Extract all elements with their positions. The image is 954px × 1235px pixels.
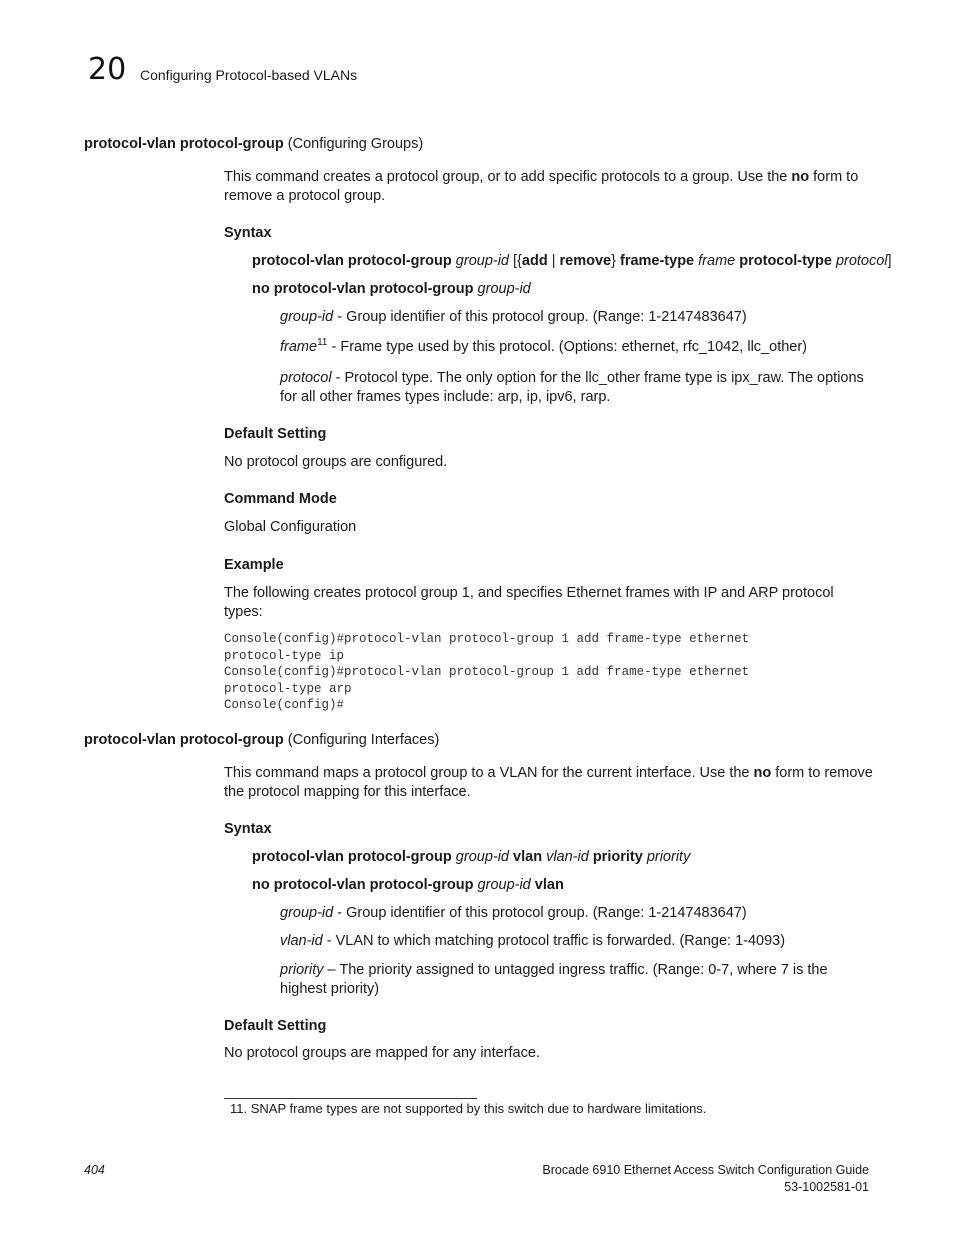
param-text: - Protocol type. The only option for the llc_other frame type is ipx_raw. The options for all other frames types include: arp, ip, ipv6, rarp.	[280, 370, 864, 405]
param-name: group-id	[280, 309, 334, 325]
param-text: - VLAN to which matching protocol traffic is forwarded. (Range: 1-4093)	[322, 933, 786, 949]
syntax-bracket: ]	[887, 253, 892, 269]
param-name: group-id	[280, 905, 334, 921]
param-name: vlan-id	[546, 849, 589, 865]
code-block: Console(config)#protocol-vlan protocol-group 1 add frame-type ethernet protocol-type ip Console(config)#protocol-vlan protocol-group 1 add frame-type ethernet protocol-type arp Console(config)#	[224, 632, 750, 712]
footnote-ref: 11	[317, 337, 328, 348]
page-number: 404	[84, 1163, 105, 1177]
param-description	[280, 905, 880, 921]
guide-title: Brocade 6910 Ethernet Access Switch Configuration Guide	[542, 1163, 869, 1177]
syntax-heading: Syntax	[224, 225, 272, 241]
default-heading: Default Setting	[224, 426, 327, 442]
syntax-heading: Syntax	[224, 821, 272, 837]
syntax-line-no	[252, 877, 564, 893]
doc-number: 53-1002581-01	[784, 1180, 869, 1194]
mode-text: Global Configuration	[224, 519, 357, 535]
default-heading: Default Setting	[224, 1018, 327, 1034]
command-name: protocol-vlan protocol-group	[252, 253, 452, 269]
param-description	[280, 933, 880, 949]
example-text: The following creates protocol group 1, and specifies Ethernet frames with IP and ARP protocol types:	[224, 585, 834, 620]
no-keyword: no	[753, 765, 772, 781]
param-name: group-id	[477, 877, 531, 893]
param-name: frame	[280, 338, 318, 355]
param-name: priority	[646, 849, 691, 865]
keyword: frame-type	[619, 253, 695, 269]
keyword: add	[521, 253, 548, 269]
keyword: vlan	[513, 849, 543, 865]
param-name: vlan-id	[280, 933, 323, 949]
section-heading-interfaces	[84, 732, 439, 748]
command-name: protocol-vlan protocol-group	[252, 849, 452, 865]
param-name: priority	[280, 962, 324, 978]
syntax-line-no	[252, 281, 531, 297]
syntax-line	[252, 849, 690, 865]
command-name: protocol-vlan protocol-group	[84, 732, 284, 748]
chapter-title: Configuring Protocol-based VLANs	[140, 67, 358, 83]
param-name: group-id	[455, 253, 509, 269]
command-name: no protocol-vlan protocol-group	[252, 281, 474, 297]
section-intro	[224, 764, 874, 802]
param-text: - Group identifier of this protocol group. (Range: 1-2147483647)	[333, 905, 747, 921]
no-keyword: no	[791, 169, 810, 185]
footnote-divider	[224, 1098, 477, 1099]
param-description	[280, 309, 880, 325]
param-text: - Frame type used by this protocol. (Options: ethernet, rfc_1042, llc_other)	[327, 338, 808, 355]
keyword: priority	[592, 849, 643, 865]
param-text: – The priority assigned to untagged ingress traffic. (Range: 0-7, where 7 is the highest priority)	[280, 962, 828, 997]
param-description	[280, 337, 880, 355]
section-heading-groups	[84, 136, 423, 152]
example-heading: Example	[224, 557, 284, 573]
section-intro	[224, 168, 874, 206]
param-text: - Group identifier of this protocol group. (Range: 1-2147483647)	[333, 309, 747, 325]
footnote: 11. SNAP frame types are not supported by this switch due to hardware limitations.	[230, 1101, 707, 1116]
syntax-line	[252, 253, 892, 269]
param-description	[280, 369, 874, 407]
command-name: protocol-vlan protocol-group	[84, 136, 284, 152]
syntax-bracket: [{	[509, 253, 522, 269]
keyword: remove	[559, 253, 612, 269]
param-name: group-id	[477, 281, 531, 297]
param-name: group-id	[455, 849, 509, 865]
param-description	[280, 961, 874, 999]
intro-text: This command creates a protocol group, or to add specific protocols to a group. Use the	[224, 169, 792, 185]
syntax-bracket: }	[611, 253, 620, 269]
chapter-number: 20	[88, 52, 127, 87]
param-name: frame	[698, 253, 736, 269]
command-name: no protocol-vlan protocol-group	[252, 877, 474, 893]
syntax-separator: |	[547, 253, 560, 269]
param-name: protocol	[835, 253, 888, 269]
keyword: protocol-type	[739, 253, 832, 269]
section-qualifier: (Configuring Interfaces)	[283, 732, 440, 748]
default-text: No protocol groups are mapped for any interface.	[224, 1045, 540, 1061]
mode-heading: Command Mode	[224, 491, 337, 507]
param-name: protocol	[280, 370, 332, 386]
default-text: No protocol groups are configured.	[224, 454, 448, 470]
intro-text: This command maps a protocol group to a VLAN for the current interface. Use the	[224, 765, 754, 781]
intro-text: form to remove a protocol group.	[224, 169, 859, 204]
intro-text: form to remove the protocol mapping for this interface.	[224, 765, 873, 800]
section-qualifier: (Configuring Groups)	[283, 136, 424, 152]
keyword: vlan	[534, 877, 564, 893]
